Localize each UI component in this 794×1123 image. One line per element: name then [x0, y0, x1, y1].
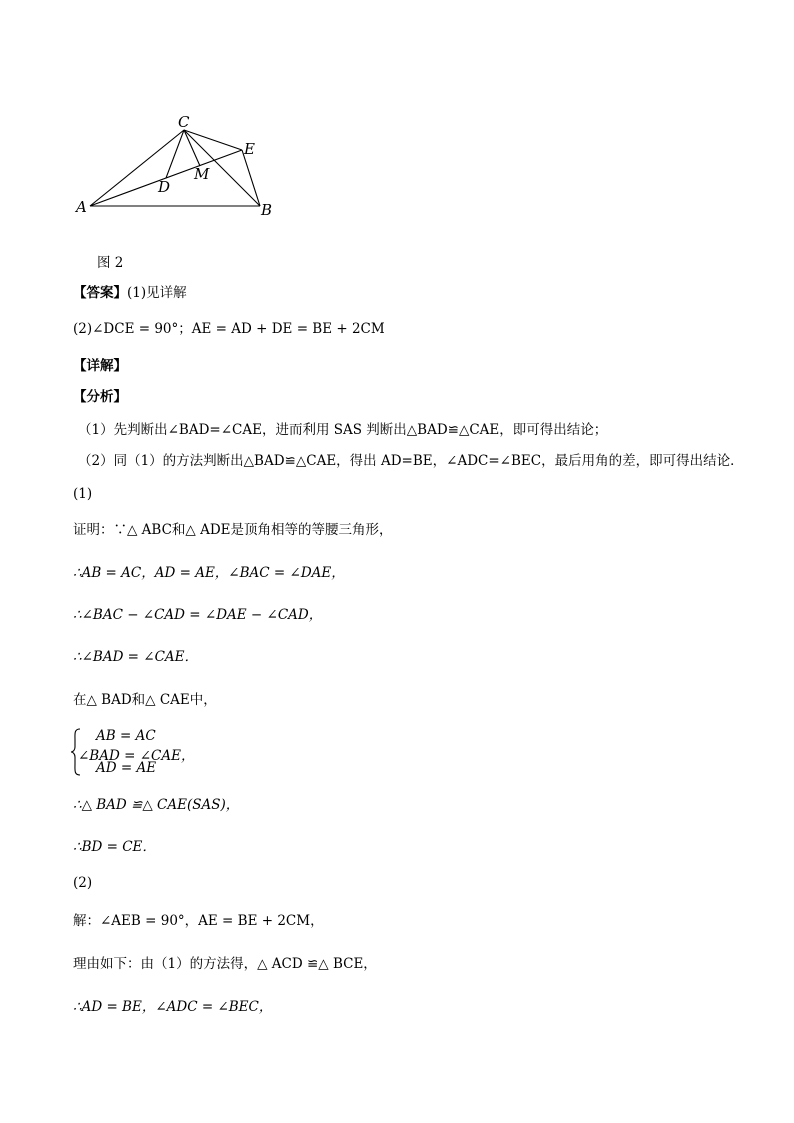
segment-ce	[184, 130, 242, 150]
answer-line	[73, 284, 187, 302]
answer-part2: (2)∠DCE = 90°；AE = AD + DE = BE + 2CM	[73, 321, 385, 337]
analysis-line-2: （2）同（1）的方法判断出△BAD≌△CAE，得出 AD=BE，∠ADC=∠BEC，最后用角的差，即可得出结论．	[78, 453, 744, 469]
system-row-2: ∠BAD = ∠CAE，	[78, 748, 195, 764]
proof-line-3: ∴∠BAC − ∠CAD = ∠DAE − ∠CAD，	[73, 607, 323, 623]
label-d: D	[158, 178, 171, 196]
figure-caption: 图 2	[97, 255, 124, 271]
proof-line-7: ∴BD = CE．	[73, 839, 156, 855]
label-m: M	[194, 165, 210, 183]
segment-cm	[184, 130, 200, 166]
part2-label: (2)	[73, 875, 93, 891]
answer-tag: 【答案】	[73, 285, 127, 301]
solution-line-3: ∴AD = BE，∠ADC = ∠BEC，	[73, 999, 273, 1015]
proof-line-2: ∴AB = AC，AD = AE，∠BAC = ∠DAE，	[73, 565, 345, 581]
system-row-3: AD = AE	[96, 760, 157, 776]
proof-line-5: 在△ BAD和△ CAE中，	[73, 692, 217, 708]
equation-system	[70, 728, 210, 776]
system-row-1: AB = AC	[96, 728, 156, 744]
analysis-heading: 【分析】	[73, 389, 127, 405]
label-c: C	[178, 113, 190, 131]
geometry-figure	[70, 108, 290, 223]
detail-heading: 【详解】	[73, 358, 127, 374]
label-b: B	[261, 201, 273, 219]
solution-line-2: 理由如下：由（1）的方法得，△ ACD ≌△ BCE，	[73, 956, 377, 972]
answer-part1: (1)见详解	[127, 285, 187, 301]
proof-line-4: ∴∠BAD = ∠CAE．	[73, 649, 199, 665]
label-e: E	[244, 140, 255, 158]
part1-label: (1)	[73, 486, 93, 502]
solution-line-1: 解：∠AEB = 90°，AE = BE + 2CM，	[73, 913, 324, 929]
proof-line-1: 证明：∵△ ABC和△ ADE是顶角相等的等腰三角形，	[73, 522, 393, 538]
label-a: A	[76, 198, 87, 216]
triangle-diagram	[70, 108, 290, 223]
proof-line-6: ∴△ BAD ≌△ CAE(SAS)，	[73, 797, 240, 813]
analysis-line-1: （1）先判断出∠BAD=∠CAE，进而利用 SAS 判断出△BAD≌△CAE，即可得出结论；	[78, 422, 608, 438]
